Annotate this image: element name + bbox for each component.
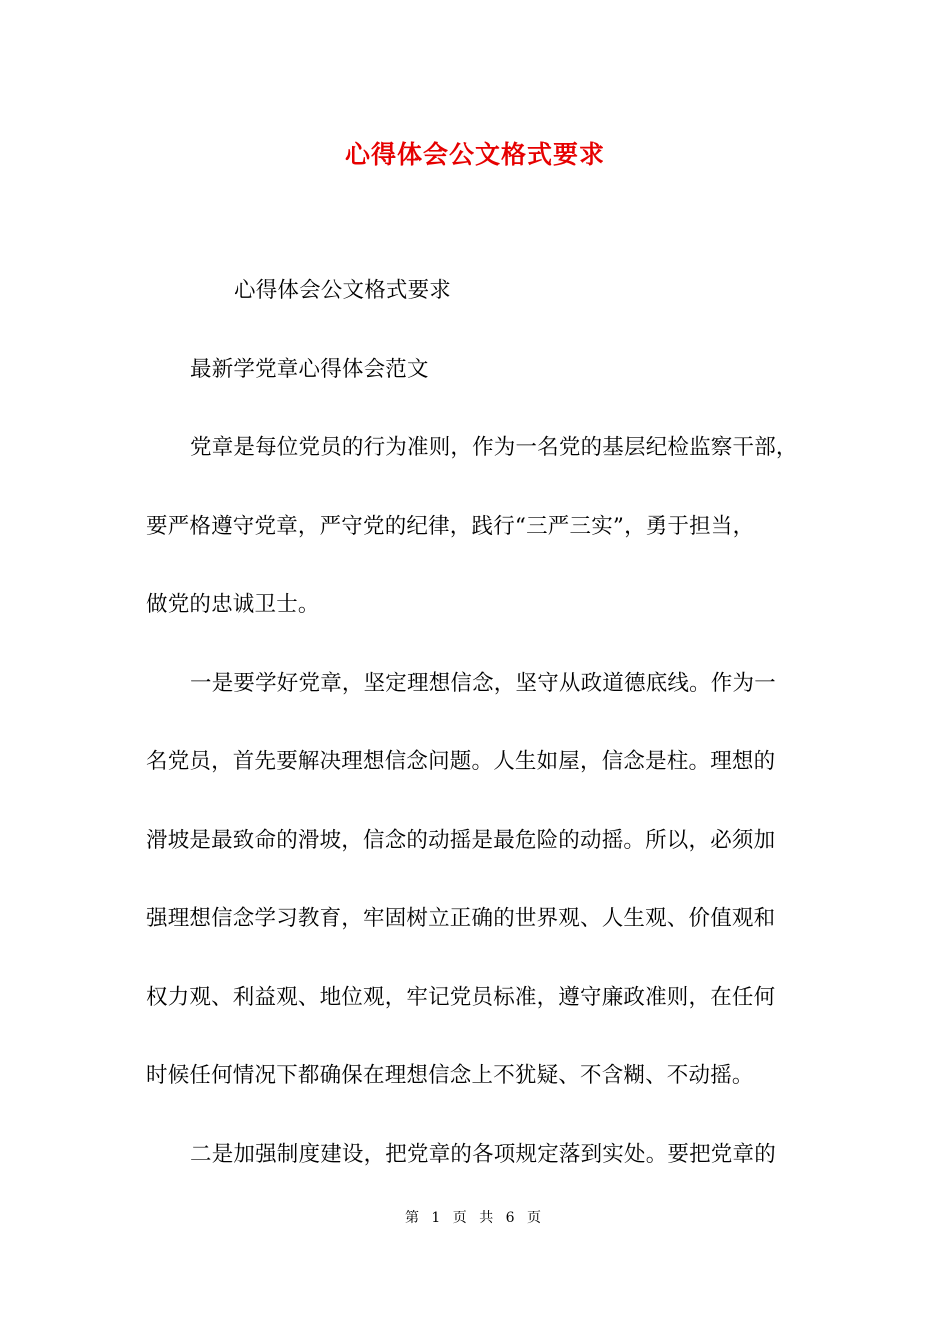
paragraph-line: 一是要学好党章，坚定理想信念，坚守从政道德底线。作为一	[190, 670, 776, 696]
paragraph-line: 要严格遵守党章，严守党的纪律，践行“三严三实”，勇于担当，	[146, 513, 755, 539]
paragraph-line: 时候任何情况下都确保在理想信念上不犹疑、不含糊、不动摇。	[146, 1063, 754, 1088]
paragraph-line: 滑坡是最致命的滑坡，信念的动摇是最危险的动摇。所以，必须加	[146, 827, 776, 853]
document-title: 心得体会公文格式要求	[344, 140, 605, 169]
paragraph-line: 党章是每位党员的行为准则，作为一名党的基层纪检监察干部，	[190, 435, 798, 460]
body-heading-line: 最新学党章心得体会范文	[190, 356, 429, 382]
paragraph-line: 名党员，首先要解决理想信念问题。人生如屋，信念是柱。理想的	[146, 749, 776, 774]
paragraph-line: 二是加强制度建设，把党章的各项规定落到实处。要把党章的	[190, 1141, 776, 1167]
page-number-footer: 第 1 页 共 6 页	[404, 1210, 546, 1226]
paragraph-line: 权力观、利益观、地位观，牢记党员标准，遵守廉政准则，在任何	[146, 984, 776, 1010]
body-subtitle-line: 心得体会公文格式要求	[234, 278, 452, 303]
document-body	[146, 266, 810, 1208]
paragraph-line: 做党的忠诚卫士。	[146, 592, 320, 617]
paragraph-line: 强理想信念学习教育，牢固树立正确的世界观、人生观、价值观和	[146, 906, 776, 931]
